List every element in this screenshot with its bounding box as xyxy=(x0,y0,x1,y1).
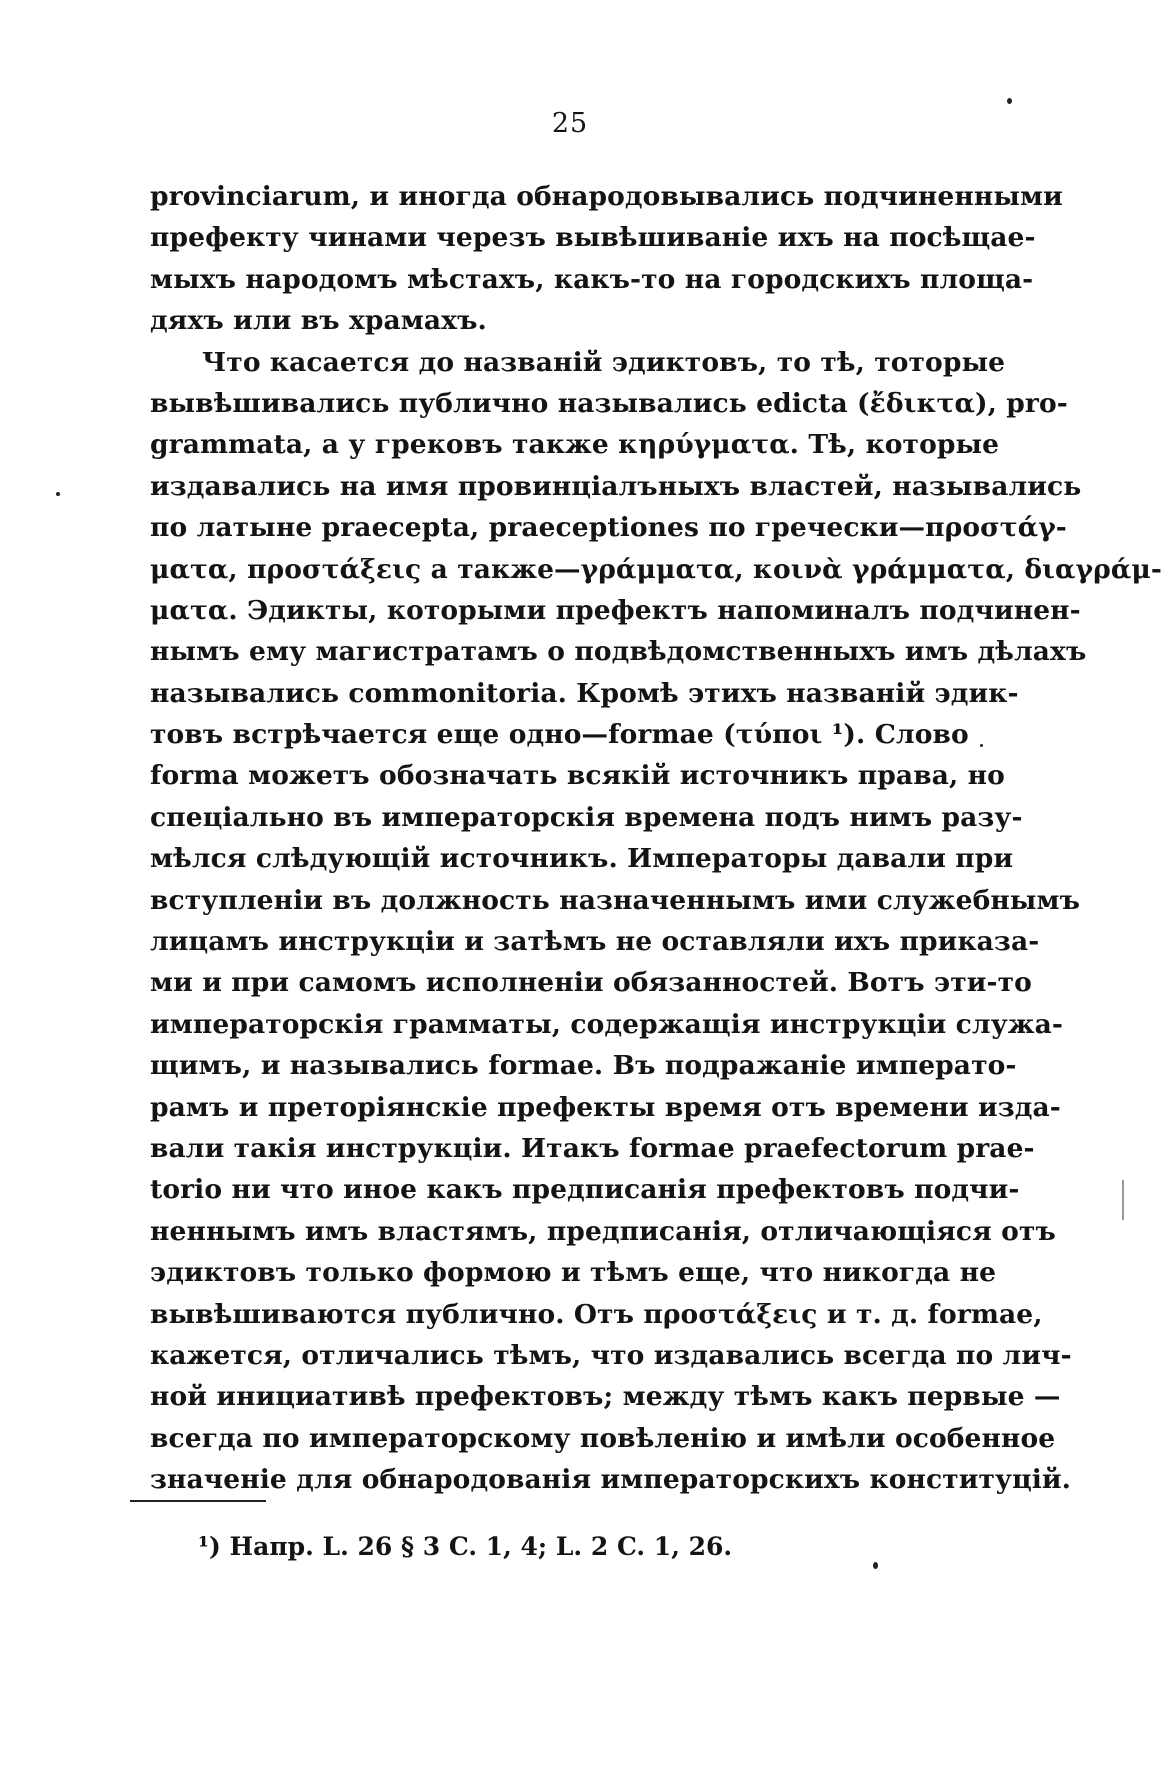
footnote xyxy=(198,1532,732,1561)
scan-speck xyxy=(56,492,60,496)
paragraph-start-line: Что касается до названій эдиктовъ, то тѣ, тоторые xyxy=(202,346,1006,378)
text-line: спеціально въ императорскія времена подъ нимъ разу- xyxy=(150,801,1023,833)
text-line: всегда по императорскому повѣленію и имѣли особенное xyxy=(150,1422,1056,1454)
text-line: grammata, а у грековъ также κηρύγματα. Тѣ, которые xyxy=(150,429,1000,461)
text-line: мѣлся слѣдующій источникъ. Императоры давали при xyxy=(150,843,1014,875)
footnote-marker: ¹) xyxy=(198,1532,221,1561)
text-line: префекту чинами черезъ вывѣшиваніе ихъ на посѣщае- xyxy=(150,222,1036,254)
text-line: вывѣшивались публично назывались edicta (ἔδικτα), pro- xyxy=(150,387,1068,419)
text-line: torio ни что иное какъ предписанія префектовъ подчи- xyxy=(150,1174,1020,1206)
footnote-text: Напр. L. 26 § 3 C. 1, 4; L. 2 C. 1, 26. xyxy=(229,1532,733,1561)
text-line: рамъ и преторіянскіе префекты время отъ времени изда- xyxy=(150,1091,1061,1123)
scan-speck xyxy=(873,1562,878,1569)
text-line: нымъ ему магистратамъ о подвѣдомственныхъ имъ дѣлахъ xyxy=(150,636,1087,668)
scan-speck xyxy=(980,744,983,747)
text-line: товъ встрѣчается еще одно—formae (τύποι ¹). Слово xyxy=(150,719,969,751)
text-line: издавались на имя провинціалъныхъ властей, назывались xyxy=(150,470,1082,502)
scan-speck xyxy=(1007,98,1012,104)
text-line: вывѣшиваются публично. Отъ προστάξεις и т. д. formae, xyxy=(150,1298,1043,1330)
text-line: щимъ, и назывались formae. Въ подражаніе императо- xyxy=(150,1050,1017,1082)
page-number: 25 xyxy=(551,108,589,139)
body-text xyxy=(150,176,1162,1501)
text-line: forma можетъ обозначать всякій источникъ права, но xyxy=(150,760,1005,792)
text-line: мыхъ народомъ мѣстахъ, какъ-то на городскихъ площа- xyxy=(150,263,1034,295)
text-line: ной инициативѣ префектовъ; между тѣмъ какъ первые — xyxy=(150,1381,1061,1413)
text-line: лицамъ инструкціи и затѣмъ не оставляли ихъ приказа- xyxy=(150,926,1040,958)
text-line: вали такія инструкціи. Итакъ formae praefectorum prae- xyxy=(150,1132,1035,1164)
text-line: provinciarum, и иногда обнародовывались подчиненными xyxy=(150,181,1063,212)
text-line: эдиктовъ только формою и тѣмъ еще, что никогда не xyxy=(150,1257,997,1289)
text-line: императорскія грамматы, содержащія инструкціи служа- xyxy=(150,1008,1063,1040)
text-line: неннымъ имъ властямъ, предписанія, отличающіяся отъ xyxy=(150,1215,1056,1247)
footnote-rule xyxy=(130,1500,266,1502)
text-line: ματα, προστάξεις а также—γράμματα, κοινὰ γράμματα, διαγράμ- xyxy=(150,553,1162,585)
text-line: вступленіи въ должность назначеннымъ ими служебнымъ xyxy=(150,884,1081,916)
text-line: назывались commonitoria. Кромѣ этихъ названій эдик- xyxy=(150,677,1019,709)
text-line: значеніе для обнародованія императорскихъ конституцій. xyxy=(150,1464,1072,1496)
text-line: дяхъ или въ храмахъ. xyxy=(150,305,487,337)
text-line: по латыне praecepta, praeceptiones по гречески—προστάγ- xyxy=(150,512,1067,544)
text-line: ми и при самомъ исполненіи обязанностей. Вотъ эти-то xyxy=(150,967,1032,999)
text-line: кажется, отличались тѣмъ, что издавались всегда по лич- xyxy=(150,1339,1072,1371)
scan-speck xyxy=(1122,1180,1124,1220)
text-line: ματα. Эдикты, которыми префектъ напоминалъ подчинен- xyxy=(150,594,1081,626)
